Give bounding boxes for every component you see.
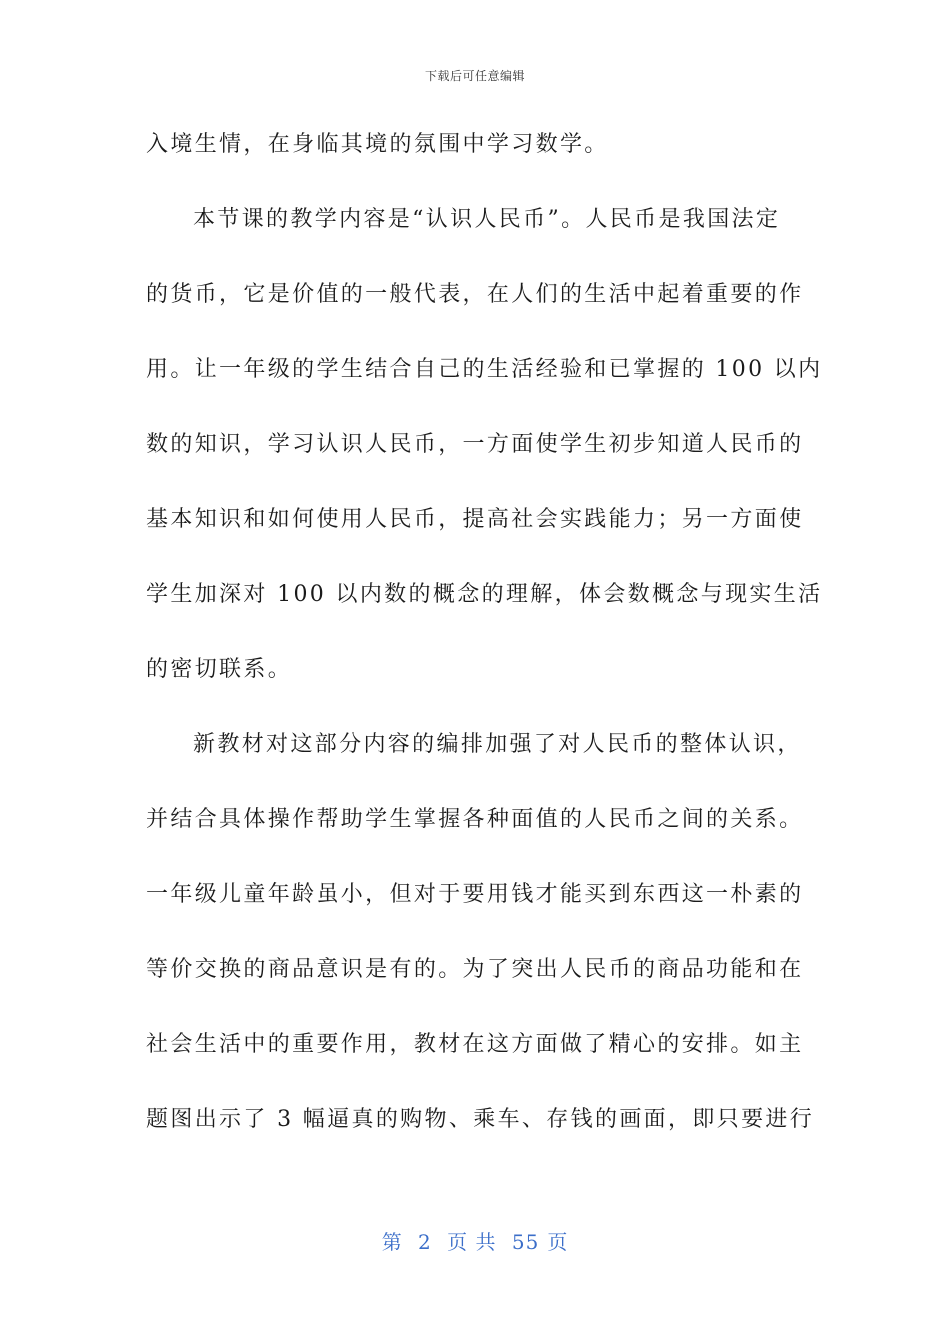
header-note: 下载后可任意编辑 xyxy=(424,69,525,83)
footer-prefix: 第 xyxy=(381,1230,403,1254)
text-line: 社会生活中的重要作用，教材在这方面做了精心的安排。如主 xyxy=(146,1032,804,1057)
text-line: 一年级儿童年龄虽小，但对于要用钱才能买到东西这一朴素的 xyxy=(146,882,804,907)
text-line: 的货币，它是价值的一般代表，在人们的生活中起着重要的作 xyxy=(146,282,804,307)
text-line: 题图出示了 3 幅逼真的购物、乘车、存钱的画面，即只要进行 xyxy=(146,1107,815,1132)
text-line: 的密切联系。 xyxy=(146,657,293,682)
text-line: 基本知识和如何使用人民币，提高社会实践能力；另一方面使 xyxy=(146,507,804,532)
footer-total-pages: 55 xyxy=(511,1230,540,1254)
text-line: 用。让一年级的学生结合自己的生活经验和已掌握的 100 以内 xyxy=(146,357,823,382)
paragraph-first-line: 本节课的教学内容是“认识人民币”。人民币是我国法定 xyxy=(193,207,781,232)
paragraph-first-line: 新教材对这部分内容的编排加强了对人民币的整体认识， xyxy=(193,732,802,757)
footer-page-number: 2 xyxy=(418,1230,432,1254)
page-footer xyxy=(0,1226,950,1255)
footer-mid: 页 共 xyxy=(447,1230,497,1254)
text-line: 入境生情，在身临其境的氛围中学习数学。 xyxy=(146,132,609,157)
text-line: 等价交换的商品意识是有的。为了突出人民币的商品功能和在 xyxy=(146,957,804,982)
footer-suffix: 页 xyxy=(547,1230,569,1254)
text-line: 学生加深对 100 以内数的概念的理解，体会数概念与现实生活 xyxy=(146,582,823,607)
text-line: 数的知识，学习认识人民币，一方面使学生初步知道人民币的 xyxy=(146,432,804,457)
text-line: 并结合具体操作帮助学生掌握各种面值的人民币之间的关系。 xyxy=(146,807,804,832)
